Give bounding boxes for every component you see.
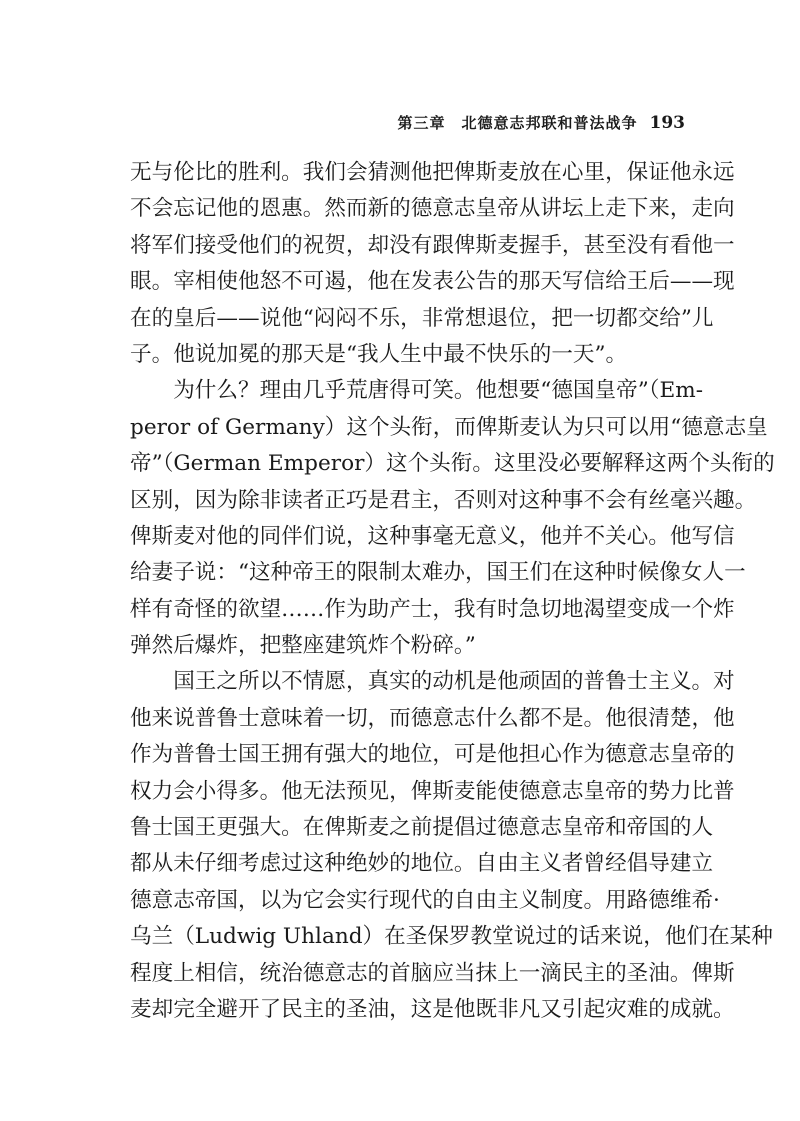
text-line: 给妻子说：“这种帝王的限制太难办，国王们在这种时候像女人一 <box>130 560 746 586</box>
text-line: 鲁士国王更强大。在俾斯麦之前提倡过德意志皇帝和帝国的人 <box>130 815 714 841</box>
text-line: 无与伦比的胜利。我们会猜测他把俾斯麦放在心里，保证他永远 <box>130 160 735 185</box>
text-line: 权力会小得多。他无法预见，俾斯麦能使德意志皇帝的势力比普 <box>130 778 735 804</box>
text-line: 俾斯麦对他的同伴们说，这种事毫无意义，他并不关心。他写信 <box>130 523 735 549</box>
text-line: 眼。宰相使他怒不可遏，他在发表公告的那天写信给王后——现 <box>130 269 735 295</box>
text-line: 弹然后爆炸，把整座建筑炸个粉碎。” <box>130 633 476 659</box>
chapter-title: 第三章 北德意志邦联和普法战争 <box>397 114 638 132</box>
text-line: 国王之所以不情愿，真实的动机是他顽固的普鲁士主义。对 <box>130 669 735 695</box>
text-line: 德意志帝国，以为它会实行现代的自由主义制度。用路德维希· <box>130 887 720 913</box>
text-line: peror of Germany）这个头衔，而俾斯麦认为只可以用“德意志皇 <box>130 414 768 440</box>
text-line: 帝”（German Emperor）这个头衔。这里没必要解释这两个头衔的 <box>130 451 775 477</box>
paragraph-2 <box>130 373 775 664</box>
body-text <box>130 155 775 1028</box>
text-line: 都从未仔细考虑过这种绝妙的地位。自由主义者曾经倡导建立 <box>130 851 714 877</box>
text-line: 不会忘记他的恩惠。然而新的德意志皇帝从讲坛上走下来，走向 <box>130 196 735 222</box>
text-line: 乌兰（Ludwig Uhland）在圣保罗教堂说过的话来说，他们在某种 <box>130 924 773 950</box>
text-line: 在的皇后——说他“闷闷不乐，非常想退位，把一切都交给”儿 <box>130 305 714 331</box>
paragraph-3 <box>130 664 773 1028</box>
text-line: 作为普鲁士国王拥有强大的地位，可是他担心作为德意志皇帝的 <box>130 742 735 768</box>
text-line: 区别，因为除非读者正巧是君主，否则对这种事不会有丝毫兴趣。 <box>130 487 757 513</box>
page-number: 193 <box>649 113 685 133</box>
text-line: 样有奇怪的欲望……作为助产士，我有时急切地渴望变成一个炸 <box>130 596 735 622</box>
paragraph-1 <box>130 155 735 373</box>
text-line: 子。他说加冕的那天是“我人生中最不快乐的一天”。 <box>130 341 628 367</box>
text-line: 为什么？理由几乎荒唐得可笑。他想要“德国皇帝”（Em- <box>130 378 704 404</box>
text-line: 麦却完全避开了民主的圣油，这是他既非凡又引起灾难的成就。 <box>130 996 735 1022</box>
text-line: 他来说普鲁士意味着一切，而德意志什么都不是。他很清楚，他 <box>130 705 735 731</box>
running-header <box>130 112 685 136</box>
text-line: 将军们接受他们的祝贺，却没有跟俾斯麦握手，甚至没有看他一 <box>130 232 735 258</box>
text-line: 程度上相信，统治德意志的首脑应当抹上一滴民主的圣油。俾斯 <box>130 960 735 986</box>
